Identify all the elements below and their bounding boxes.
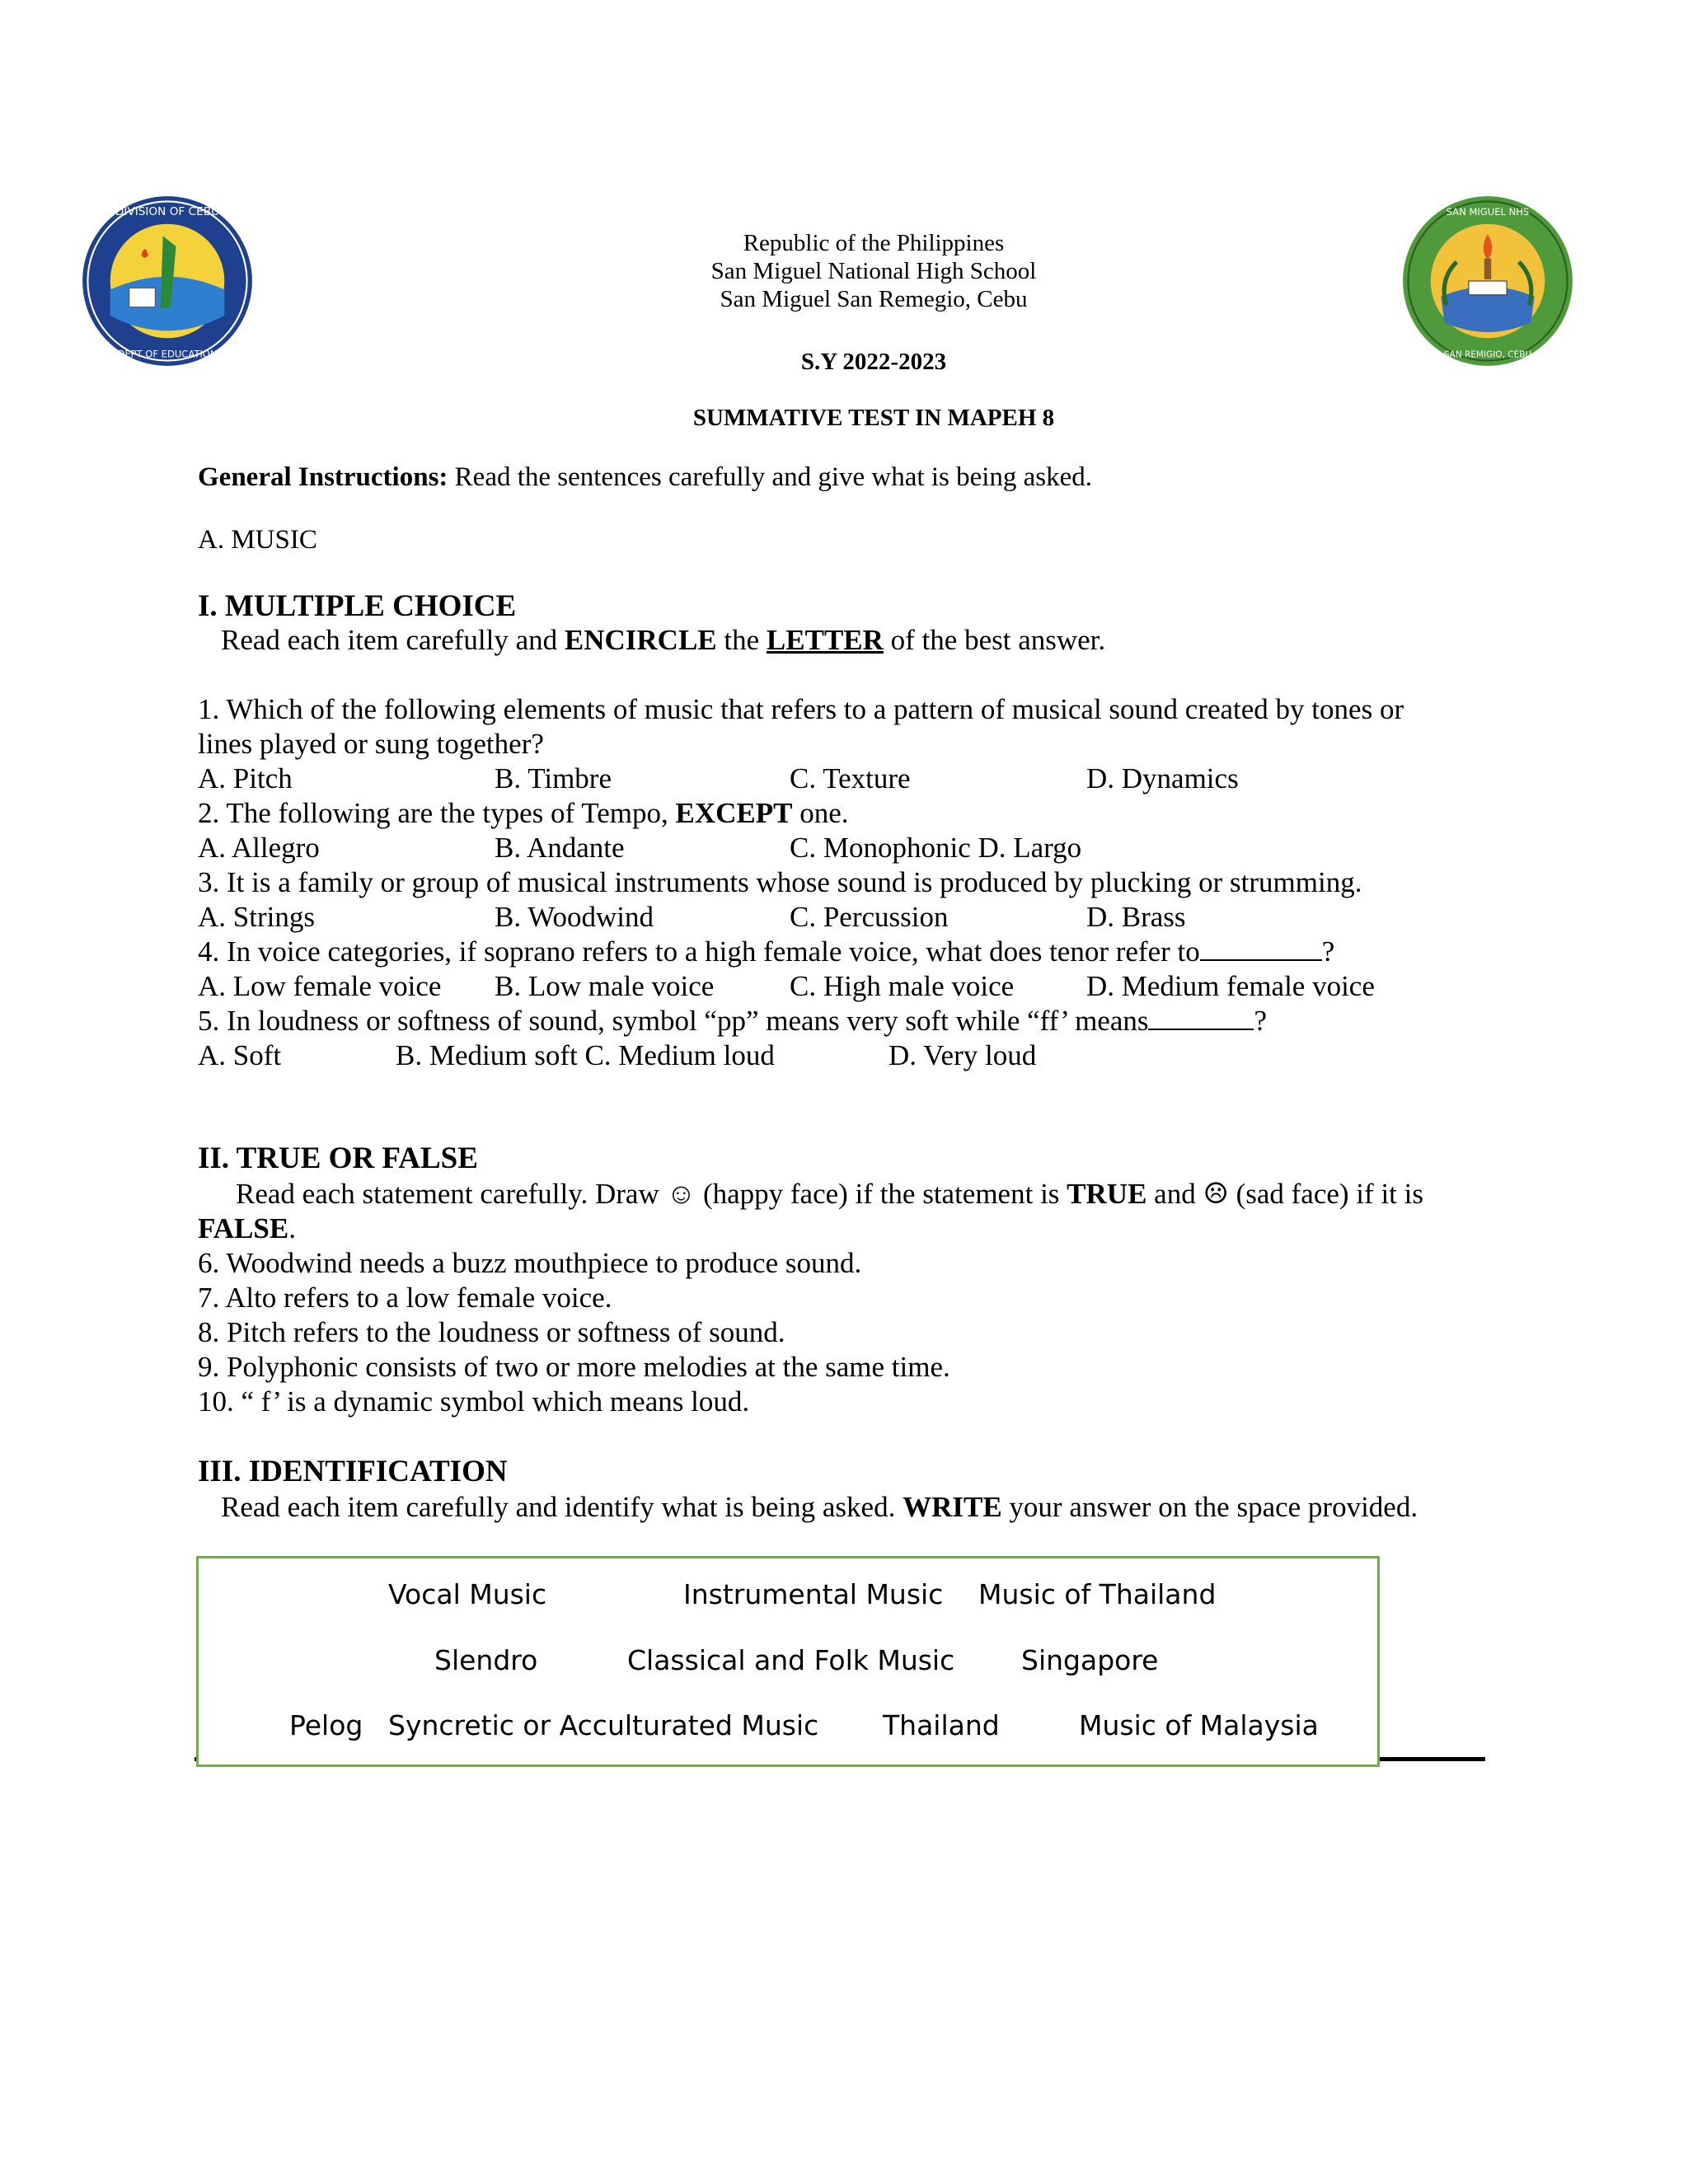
q1-option-a: A. Pitch [198, 762, 293, 794]
word-bank-item: Syncretic or Acculturated Music [388, 1709, 819, 1741]
q4-option-b: B. Low male voice [495, 970, 715, 1002]
svg-text:DEPT OF EDUCATION: DEPT OF EDUCATION [117, 348, 218, 360]
word-bank-item: Vocal Music [388, 1578, 547, 1610]
statement-7: 7. Alto refers to a low female voice. [198, 1282, 612, 1314]
q5-option-b-c: B. Medium soft C. Medium loud [396, 1039, 775, 1071]
q1-option-d: D. Dynamics [1086, 762, 1239, 794]
question-2: 2. The following are the types of Tempo, EXCEPT one. [198, 797, 849, 829]
question-5: 5. In loudness or softness of sound, symbol “pp” means very soft while “ff’ means ? [198, 1005, 1268, 1037]
q1-option-c: C. Texture [790, 762, 911, 794]
answer-blank [1200, 935, 1322, 961]
question-4: 4. In voice categories, if soprano refers to a high female voice, what does tenor refer to ? [198, 935, 1335, 968]
q4-option-d: D. Medium female voice [1086, 970, 1375, 1002]
statement-8: 8. Pitch refers to the loudness or softness of sound. [198, 1316, 785, 1348]
header-country: Republic of the Philippines [743, 230, 1005, 256]
statement-9: 9. Polyphonic consists of two or more melodies at the same time. [198, 1351, 950, 1383]
general-instructions: General Instructions: Read the sentences carefully and give what is being asked. [198, 462, 1093, 492]
q4-option-c: C. High male voice [790, 970, 1015, 1002]
test-title: SUMMATIVE TEST IN MAPEH 8 [692, 405, 1055, 431]
word-bank-item: Instrumental Music [683, 1578, 944, 1610]
q5-option-d: D. Very loud [889, 1039, 1037, 1071]
subject-label: A. MUSIC [198, 525, 317, 555]
multiple-choice-instructions: Read each item carefully and ENCIRCLE the LETTER of the best answer. [221, 624, 1106, 656]
q4-option-a: A. Low female voice [198, 970, 442, 1002]
statement-6: 6. Woodwind needs a buzz mouthpiece to produce sound. [198, 1247, 862, 1279]
section-identification-title: III. IDENTIFICATION [198, 1455, 508, 1488]
word-bank-item: Music of Malaysia [1079, 1709, 1319, 1741]
school-year: S.Y 2022-2023 [800, 349, 947, 375]
word-bank-item: Classical and Folk Music [627, 1644, 955, 1676]
section-multiple-choice-title: I. MULTIPLE CHOICE [198, 589, 517, 623]
q3-option-d: D. Brass [1086, 901, 1186, 933]
q3-option-a: A. Strings [198, 901, 315, 933]
answer-blank [1148, 1004, 1254, 1030]
true-false-instructions-cont: FALSE. [198, 1212, 296, 1244]
q5-option-a: A. Soft [198, 1039, 282, 1071]
svg-text:SAN MIGUEL NHS: SAN MIGUEL NHS [1446, 206, 1530, 218]
true-false-instructions: Read each statement carefully. Draw ☺ (happy face) if the statement is TRUE and ☹ (sad face) if it is [236, 1178, 1423, 1210]
svg-text:SAN REMIGIO, CEBU: SAN REMIGIO, CEBU [1443, 349, 1532, 360]
word-bank-item: Singapore [1021, 1644, 1159, 1676]
question-1-line-2: lines played or sung together? [198, 728, 544, 760]
q1-option-b: B. Timbre [495, 762, 612, 794]
identification-instructions: Read each item carefully and identify what is being asked. WRITE your answer on the space provided. [221, 1491, 1418, 1523]
q3-option-b: B. Woodwind [495, 901, 654, 933]
header-address: San Miguel San Remegio, Cebu [720, 286, 1028, 312]
word-bank-box [196, 1556, 1380, 1767]
header-school: San Miguel National High School [710, 258, 1037, 284]
svg-text:DIVISION OF CEBU: DIVISION OF CEBU [115, 205, 220, 219]
statement-10: 10. “ f’ is a dynamic symbol which means loud. [198, 1385, 750, 1418]
q2-option-c-d: C. Monophonic D. Largo [790, 832, 1082, 864]
question-1-line-1: 1. Which of the following elements of music that refers to a pattern of musical sound created by tones or [198, 693, 1404, 725]
section-true-false-title: II. TRUE OR FALSE [198, 1141, 478, 1175]
q3-option-c: C. Percussion [790, 901, 949, 933]
question-3: 3. It is a family or group of musical instruments whose sound is produced by plucking or strumming. [198, 866, 1362, 898]
word-bank-item: Music of Thailand [978, 1578, 1217, 1610]
word-bank-item: Thailand [883, 1709, 1000, 1741]
word-bank-item: Slendro [434, 1644, 538, 1676]
q2-option-a: A. Allegro [198, 832, 320, 864]
word-bank-item: Pelog [289, 1709, 363, 1741]
q2-option-b: B. Andante [495, 832, 625, 864]
